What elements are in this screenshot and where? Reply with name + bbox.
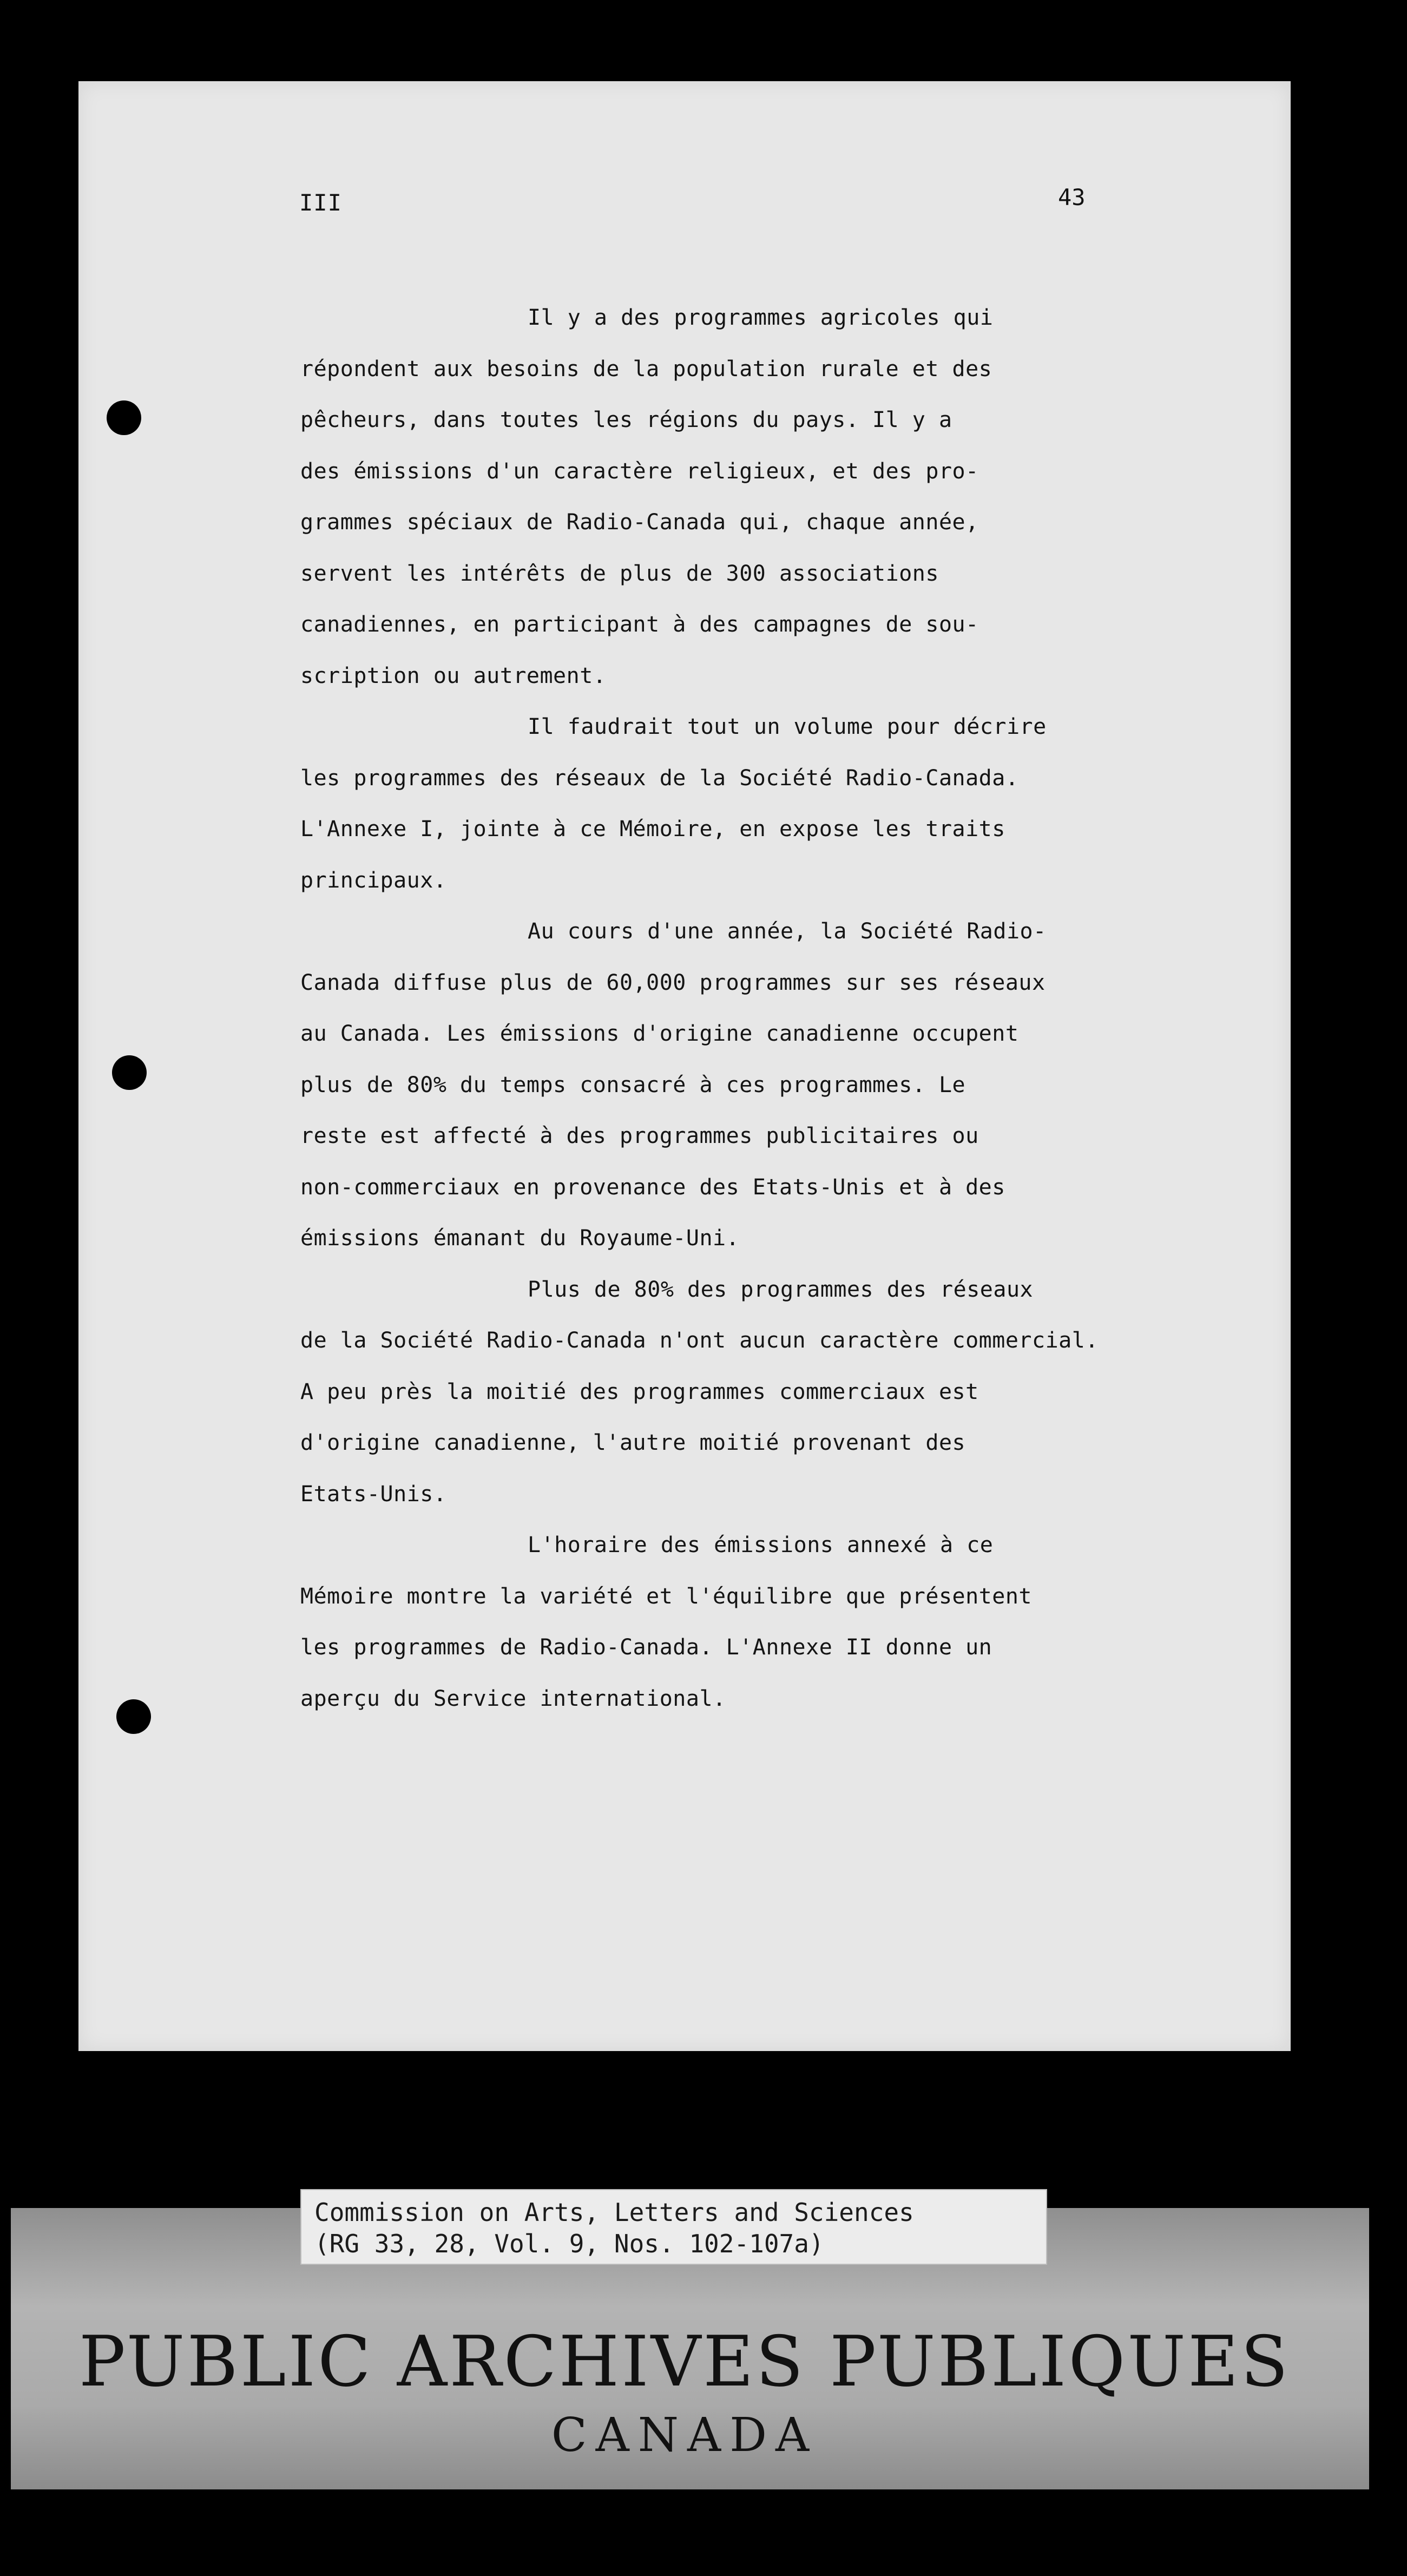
archive-label-line: Commission on Arts, Letters and Sciences [314,2198,914,2227]
text-line: reste est affecté à des programmes publicitaires ou [300,1123,979,1148]
text-line: les programmes des réseaux de la Société Radio-Canada. [300,765,1019,791]
typewritten-page [78,81,1291,2051]
text-line: pêcheurs, dans toutes les régions du pays. Il y a [300,408,952,432]
text-line: des émissions d'un caractère religieux, et des pro- [300,458,979,484]
archive-title: PUBLIC ARCHIVES PUBLIQUES [78,2322,1291,2402]
text-line: grammes spéciaux de Radio-Canada qui, chaque année, [300,510,979,535]
text-line: non-commerciaux en provenance des Etats-Unis et à des [300,1174,1005,1200]
punch-hole-bottom [116,1699,151,1734]
text-line: de la Société Radio-Canada n'ont aucun caractère commercial. [300,1328,1099,1353]
text-line: répondent aux besoins de la population rurale et des [300,356,992,382]
text-line: L'horaire des émissions annexé à ce [528,1533,994,1558]
text-line: principaux. [300,868,447,893]
paragraph [300,1520,1253,1724]
text-line: Plus de 80% des programmes des réseaux [528,1277,1034,1302]
text-line: plus de 80% du temps consacré à ces programmes. Le [300,1072,966,1098]
text-line: Canada diffuse plus de 60,000 programmes sur ses réseaux [300,970,1046,995]
text-line: servent les intérêts de plus de 300 associations [300,561,939,586]
text-line: au Canada. Les émissions d'origine canadienne occupent [300,1021,1019,1046]
text-line: scription ou autrement. [300,663,607,688]
page-section-numeral: III [299,189,342,216]
page-number: 43 [1058,184,1086,211]
paragraph [300,1264,1253,1520]
archive-label-line: (RG 33, 28, Vol. 9, Nos. 102-107a) [314,2229,824,2258]
text-line: L'Annexe I, jointe à ce Mémoire, en expose les traits [300,817,1005,842]
text-line: canadiennes, en participant à des campagnes de sou- [300,612,979,637]
text-line: Au cours d'une année, la Société Radio- [528,919,1047,944]
memo-body-text [300,292,1253,1724]
text-line: d'origine canadienne, l'autre moitié provenant des [300,1430,966,1455]
paragraph [300,701,1253,906]
paragraph [300,292,1253,701]
text-line: A peu près la moitié des programmes commerciaux est [300,1379,979,1404]
punch-hole-middle [112,1055,147,1090]
text-line: Mémoire montre la variété et l'équilibre que présentent [300,1583,1033,1609]
text-line: Etats-Unis. [300,1481,447,1507]
text-line: les programmes de Radio-Canada. L'Annexe II donne un [300,1635,992,1660]
text-line: Il y a des programmes agricoles qui [528,305,994,330]
archive-reference-label [300,2189,1047,2265]
paragraph [300,906,1253,1264]
text-line: émissions émanant du Royaume-Uni. [300,1226,740,1251]
punch-hole-top [107,400,141,435]
archive-subtitle: CANADA [551,2408,818,2462]
text-line: aperçu du Service international. [300,1686,726,1711]
text-line: Il faudrait tout un volume pour décrire [528,714,1047,739]
